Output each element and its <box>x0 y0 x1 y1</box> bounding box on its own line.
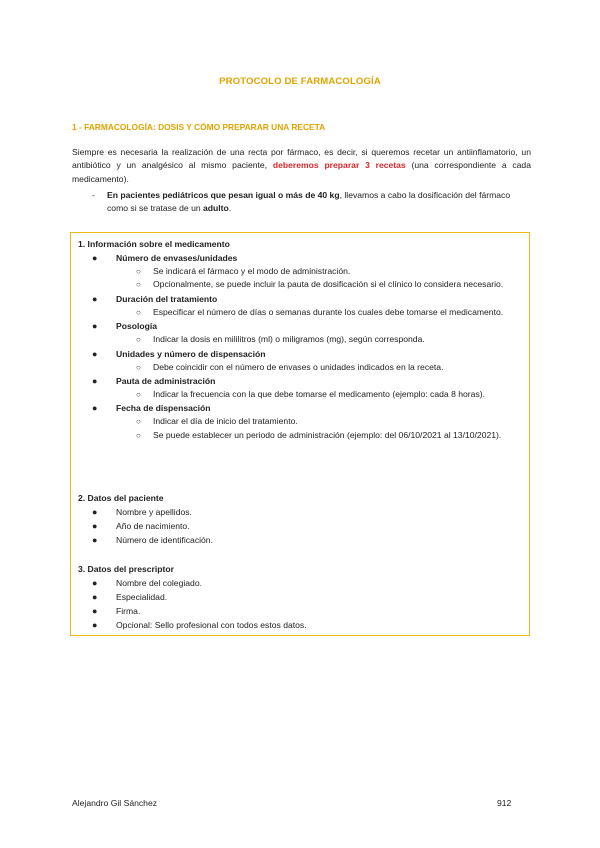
pediatric-note <box>92 189 530 216</box>
list-item: ● Duración del tratamiento <box>92 293 218 304</box>
pediatric-text: , llevamos a cabo la dosificación del fármaco como si se tratase de un <box>107 190 511 214</box>
sub-list-item: ○ Opcionalmente, se puede incluir la pauta de dosificación si el clínico lo considera necesario. <box>78 278 524 291</box>
pediatric-bold: En pacientes pediátricos que pesan igual o más de 40 kg <box>107 190 340 200</box>
circle-bullet-icon: ○ <box>136 307 141 317</box>
list-item: ● Especialidad. <box>92 592 168 602</box>
list-item: ● Firma. <box>92 606 141 616</box>
bullet-icon: ● <box>92 507 98 517</box>
document-title: PROTOCOLO DE FARMACOLOGÍA <box>219 76 381 87</box>
bullet-icon: ● <box>92 403 98 414</box>
bullet-icon: ● <box>92 535 98 545</box>
list-item: ● Nombre y apellidos. <box>92 507 192 517</box>
adult-bold: adulto <box>203 203 229 214</box>
bullet-icon: ● <box>92 620 98 630</box>
sub-list-item: ○ Se indicará el fármaco y el modo de administración. <box>78 265 524 278</box>
sub-list-item: ○ Especificar el número de días o semanas durante los cuales debe tomarse el medicamento. <box>78 306 524 319</box>
sub-list-item: ○ Se puede establecer un periodo de administración (ejemplo: del 06/10/2021 al 13/10/2021). <box>78 429 524 442</box>
bullet-icon: ● <box>92 592 98 602</box>
intro-text-1: Siempre es necesaria la realización de una recta por fármaco, es decir, si queremos recetar un antiinflamatorio, un antibiótico y un analgésico al mismo paciente, <box>72 147 531 171</box>
section-heading-medication: 1. Información sobre el medicamento <box>78 239 230 249</box>
sub-list-item: ○ Debe coincidir con el número de envases o unidades indicados en la receta. <box>78 361 524 374</box>
intro-highlight: deberemos preparar 3 recetas <box>272 160 406 171</box>
sub-list-item: ○ Indicar el día de inicio del tratamiento. <box>78 415 524 428</box>
list-item: ● Fecha de dispensación <box>92 403 211 414</box>
section-heading-prescriber: 3. Datos del prescriptor <box>78 564 174 574</box>
list-item: ● Número de envases/unidades <box>92 253 238 263</box>
list-item: ● Pauta de administración <box>92 376 216 387</box>
list-item: ● Opcional: Sello profesional con todos estos datos. <box>92 620 307 630</box>
sub-list-item: ○ Indicar la dosis en mililitros (ml) o miligramos (mg), según corresponda. <box>78 333 524 346</box>
bullet-icon: ● <box>92 376 98 387</box>
intro-paragraph <box>72 146 531 186</box>
patient-data-section <box>78 492 524 547</box>
bullet-icon: ● <box>92 348 98 359</box>
circle-bullet-icon: ○ <box>136 390 141 400</box>
list-item: ● Posología <box>92 321 158 332</box>
dash-marker: - <box>92 190 95 200</box>
list-item: ● Número de identificación. <box>92 535 213 545</box>
prescriber-data-section <box>78 563 524 632</box>
footer-author: Alejandro Gil Sánchez <box>72 798 158 808</box>
circle-bullet-icon: ○ <box>136 362 141 372</box>
bullet-icon: ● <box>92 293 98 304</box>
bullet-icon: ● <box>92 578 98 588</box>
intro-text-2: (una correspondiente a cada medicamento). <box>72 160 531 184</box>
section-heading: 1 - FARMACOLOGÍA: DOSIS Y CÓMO PREPARAR UNA RECETA <box>72 122 326 132</box>
pediatric-end: . <box>228 203 232 214</box>
bullet-icon: ● <box>92 321 98 332</box>
circle-bullet-icon: ○ <box>136 430 141 440</box>
circle-bullet-icon: ○ <box>136 280 141 290</box>
circle-bullet-icon: ○ <box>136 267 141 276</box>
bullet-icon: ● <box>92 606 98 616</box>
medication-info-section <box>78 238 524 442</box>
list-item: ● Unidades y número de dispensación <box>92 348 266 359</box>
circle-bullet-icon: ○ <box>136 417 141 427</box>
sub-list-item: ○ Indicar la frecuencia con la que debe tomarse el medicamento (ejemplo: cada 8 horas). <box>78 388 524 401</box>
bullet-icon: ● <box>92 521 98 531</box>
list-item: ● Nombre del colegiado. <box>92 578 202 588</box>
bullet-icon: ● <box>92 253 98 263</box>
prescription-info-box <box>70 232 530 636</box>
list-item: ● Año de nacimiento. <box>92 521 190 531</box>
circle-bullet-icon: ○ <box>136 335 141 345</box>
page-number: 912 <box>497 798 512 808</box>
section-heading-patient: 2. Datos del paciente <box>78 493 164 503</box>
